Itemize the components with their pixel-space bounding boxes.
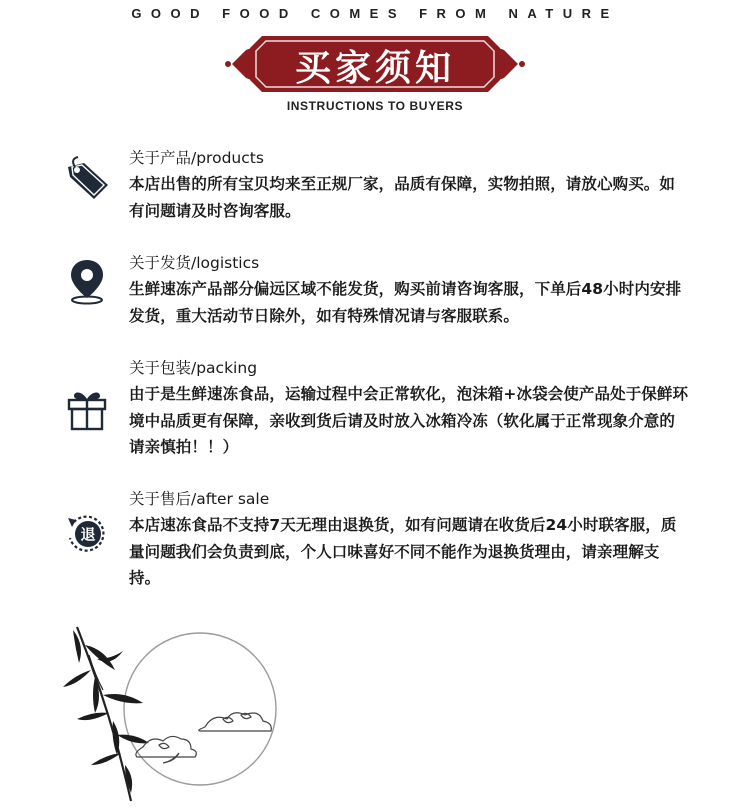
bamboo-cloud-decoration xyxy=(55,615,355,805)
header-tagline: GOOD FOOD COMES FROM NATURE xyxy=(131,6,619,21)
price-tag-icon xyxy=(62,153,112,203)
section-title: 关于产品/products xyxy=(129,149,264,167)
return-icon xyxy=(62,508,112,558)
location-pin-icon xyxy=(62,256,112,306)
page-title: 买家须知 xyxy=(294,48,455,89)
moon-circle xyxy=(124,633,276,785)
section-body: 由于是生鲜速冻食品，运输过程中会正常软化，泡沫箱+冰袋会使产品处于保鲜环境中品质更有保障，亲收到货后请及时放入冰箱冷冻（软化属于正常现象介意的请亲慎拍！！） xyxy=(129,385,689,456)
return-icon-text: 退 xyxy=(80,525,96,544)
section-title: 关于包装/packing xyxy=(129,359,258,377)
section-title: 关于售后/after sale xyxy=(129,490,270,508)
section-title: 关于发货/logistics xyxy=(129,254,260,272)
gift-box-icon xyxy=(62,385,112,435)
cloud-pattern xyxy=(136,713,271,763)
section-body: 本店出售的所有宝贝均来至正规厂家，品质有保障，实物拍照，请放心购买。如有问题请及时咨询客服。 xyxy=(129,175,676,220)
page-subtitle: INSTRUCTIONS TO BUYERS xyxy=(286,99,464,113)
section-body: 本店速冻食品不支持7天无理由退换货，如有问题请在收货后24小时联客服，质量问题我们会负责到底，个人口味喜好不同不能作为退换货理由，请亲理解支持。 xyxy=(129,516,677,587)
section-body: 生鲜速冻产品部分偏远区域不能发货，购买前请咨询客服，下单后48小时内安排发货，重大活动节日除外，如有特殊情况请与客服联系。 xyxy=(129,280,682,325)
